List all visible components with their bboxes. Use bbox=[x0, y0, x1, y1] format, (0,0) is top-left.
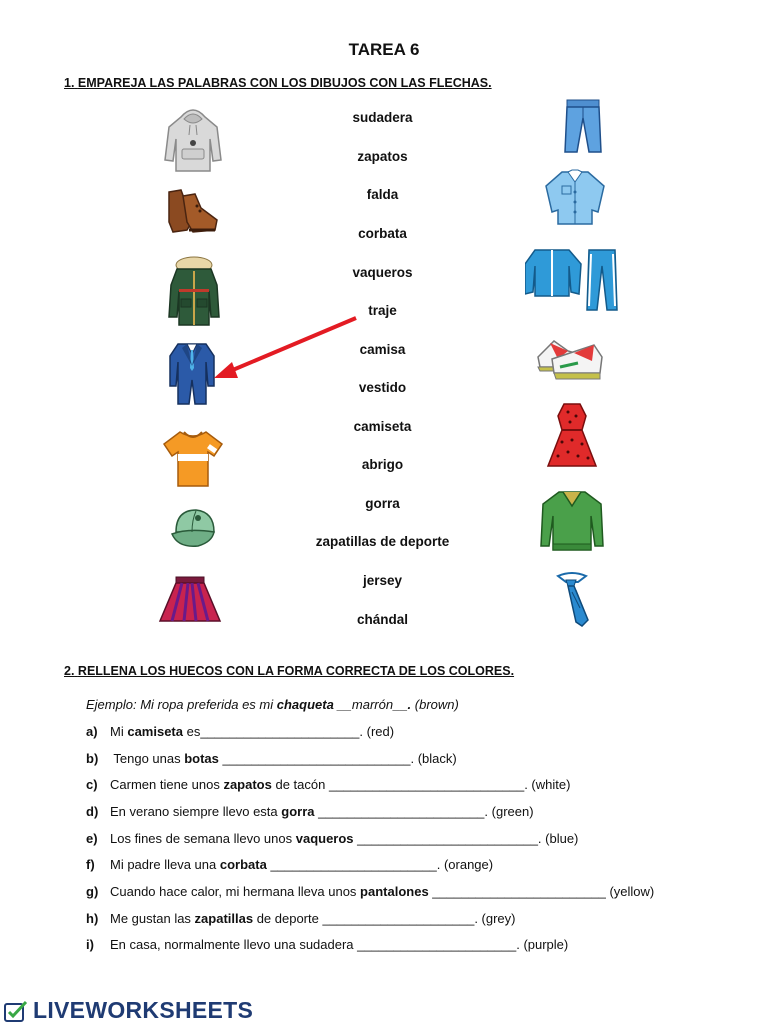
brand-name: LIVEWORKSHEETS bbox=[33, 997, 254, 1023]
exercise-label: f) bbox=[86, 857, 95, 872]
exercise-text: Mi padre lleva una bbox=[110, 857, 220, 872]
section2-number: 2. bbox=[64, 664, 75, 678]
exercise-item bbox=[86, 937, 568, 952]
word-item[interactable]: chándal bbox=[356, 612, 408, 627]
exercise-keyword: vaqueros bbox=[295, 831, 354, 846]
exercise-item bbox=[86, 831, 578, 846]
exercise-item bbox=[86, 751, 457, 766]
answer-blank[interactable]: _______________________ bbox=[318, 804, 485, 819]
word-item[interactable]: traje bbox=[368, 303, 397, 318]
dress-icon[interactable] bbox=[546, 402, 598, 470]
exercise-keyword: zapatos bbox=[223, 777, 272, 792]
section1-number: 1. bbox=[64, 76, 75, 90]
sweater-icon[interactable] bbox=[539, 488, 605, 554]
section2-heading bbox=[64, 664, 514, 678]
exercise-item bbox=[86, 884, 654, 899]
exercise-keyword: zapatillas bbox=[194, 911, 254, 926]
exercise-text: Tengo unas bbox=[110, 751, 185, 766]
exercise-label: d) bbox=[86, 804, 99, 819]
answer-blank[interactable]: ______________________ bbox=[357, 937, 517, 952]
exercise-keyword: camiseta bbox=[127, 724, 183, 739]
example-blank: __ bbox=[333, 697, 352, 712]
coat-icon[interactable] bbox=[165, 255, 223, 327]
word-item[interactable]: falda bbox=[366, 187, 399, 202]
word-item[interactable]: camiseta bbox=[353, 419, 412, 434]
exercise-keyword: gorra bbox=[281, 804, 315, 819]
section1-heading-text: EMPAREJA LAS PALABRAS CON LOS DIBUJOS CON LAS FLECHAS. bbox=[77, 76, 492, 90]
liveworksheets-logo-icon bbox=[4, 1000, 30, 1022]
answer-blank[interactable]: __________________________ bbox=[222, 751, 411, 766]
exercise-hint: . (grey) bbox=[474, 911, 516, 926]
exercise-hint: . (black) bbox=[410, 751, 457, 766]
exercise-label: e) bbox=[86, 831, 98, 846]
example-hint: (brown) bbox=[411, 697, 459, 712]
hoodie-icon[interactable] bbox=[163, 105, 223, 175]
tie-icon[interactable] bbox=[552, 570, 592, 628]
exercise-text-after: de tacón bbox=[271, 777, 329, 792]
exercise-label: h) bbox=[86, 911, 99, 926]
shoes-icon[interactable] bbox=[165, 186, 221, 236]
exercise-text: En verano siempre llevo esta bbox=[110, 804, 282, 819]
word-item[interactable]: jersey bbox=[362, 573, 403, 588]
word-item[interactable]: gorra bbox=[365, 496, 400, 511]
exercise-hint: (yellow) bbox=[605, 884, 655, 899]
exercise-label: g) bbox=[86, 884, 99, 899]
skirt-icon[interactable] bbox=[158, 575, 222, 625]
answer-blank[interactable]: ________________________ bbox=[432, 884, 606, 899]
word-item[interactable]: vaqueros bbox=[352, 265, 413, 280]
exercise-text-after: es bbox=[183, 724, 201, 739]
tracksuit-icon[interactable] bbox=[525, 244, 619, 312]
exercise-label: c) bbox=[86, 777, 98, 792]
word-item[interactable]: sudadera bbox=[352, 110, 413, 125]
shirt-icon[interactable] bbox=[542, 168, 608, 226]
exercise-label: i) bbox=[86, 937, 94, 952]
exercise-text: Carmen tiene unos bbox=[110, 777, 224, 792]
exercise-hint: . (blue) bbox=[537, 831, 579, 846]
word-item[interactable]: zapatillas de deporte bbox=[315, 534, 450, 549]
example-answer: marrón bbox=[351, 697, 394, 712]
section1-heading bbox=[64, 76, 492, 90]
exercise-hint: . (white) bbox=[524, 777, 571, 792]
answer-blank[interactable]: ___________________________ bbox=[328, 777, 525, 792]
example-text: Ejemplo: Mi ropa preferida es mi bbox=[86, 697, 277, 712]
suit-icon[interactable] bbox=[168, 340, 216, 406]
exercise-hint: . (purple) bbox=[516, 937, 569, 952]
exercise-text-after: de deporte bbox=[253, 911, 323, 926]
exercise-item bbox=[86, 911, 515, 926]
exercise-item bbox=[86, 804, 534, 819]
exercise-hint: . (green) bbox=[484, 804, 534, 819]
word-item[interactable]: vestido bbox=[358, 380, 407, 395]
exercise-text: Mi bbox=[110, 724, 128, 739]
answer-blank[interactable]: ______________________ bbox=[200, 724, 360, 739]
exercise-text: Cuando hace calor, mi hermana lleva unos bbox=[110, 884, 361, 899]
exercise-keyword: pantalones bbox=[360, 884, 429, 899]
exercise-item bbox=[86, 857, 493, 872]
exercise-keyword: botas bbox=[184, 751, 219, 766]
example-blank-end: __. bbox=[393, 697, 412, 712]
page-title: TAREA 6 bbox=[348, 40, 420, 59]
exercise-text: Los fines de semana llevo unos bbox=[110, 831, 296, 846]
jeans-icon[interactable] bbox=[561, 98, 605, 154]
example-sentence bbox=[86, 697, 459, 712]
section2-heading-text: RELLENA LOS HUECOS CON LA FORMA CORRECTA DE LOS COLORES. bbox=[77, 664, 515, 678]
answer-blank[interactable]: _________________________ bbox=[357, 831, 538, 846]
sneakers-icon[interactable] bbox=[534, 333, 604, 383]
word-item[interactable]: camisa bbox=[359, 342, 406, 357]
exercise-text: Me gustan las bbox=[110, 911, 195, 926]
exercise-item bbox=[86, 777, 570, 792]
footer-brand bbox=[4, 997, 253, 1024]
answer-blank[interactable]: _______________________ bbox=[270, 857, 437, 872]
tshirt-icon[interactable] bbox=[162, 428, 224, 488]
exercise-label: b) bbox=[86, 751, 99, 766]
exercise-hint: . (red) bbox=[359, 724, 395, 739]
exercise-hint: . (orange) bbox=[436, 857, 494, 872]
exercise-label: a) bbox=[86, 724, 98, 739]
word-item[interactable]: corbata bbox=[358, 226, 407, 241]
answer-blank[interactable]: _____________________ bbox=[322, 911, 475, 926]
exercise-text: En casa, normalmente llevo una sudadera bbox=[110, 937, 358, 952]
exercise-keyword: corbata bbox=[219, 857, 267, 872]
word-item[interactable]: zapatos bbox=[357, 149, 408, 164]
word-item[interactable]: abrigo bbox=[361, 457, 404, 472]
example-bold: chaqueta bbox=[276, 697, 334, 712]
exercise-item bbox=[86, 724, 394, 739]
cap-icon[interactable] bbox=[168, 506, 218, 552]
